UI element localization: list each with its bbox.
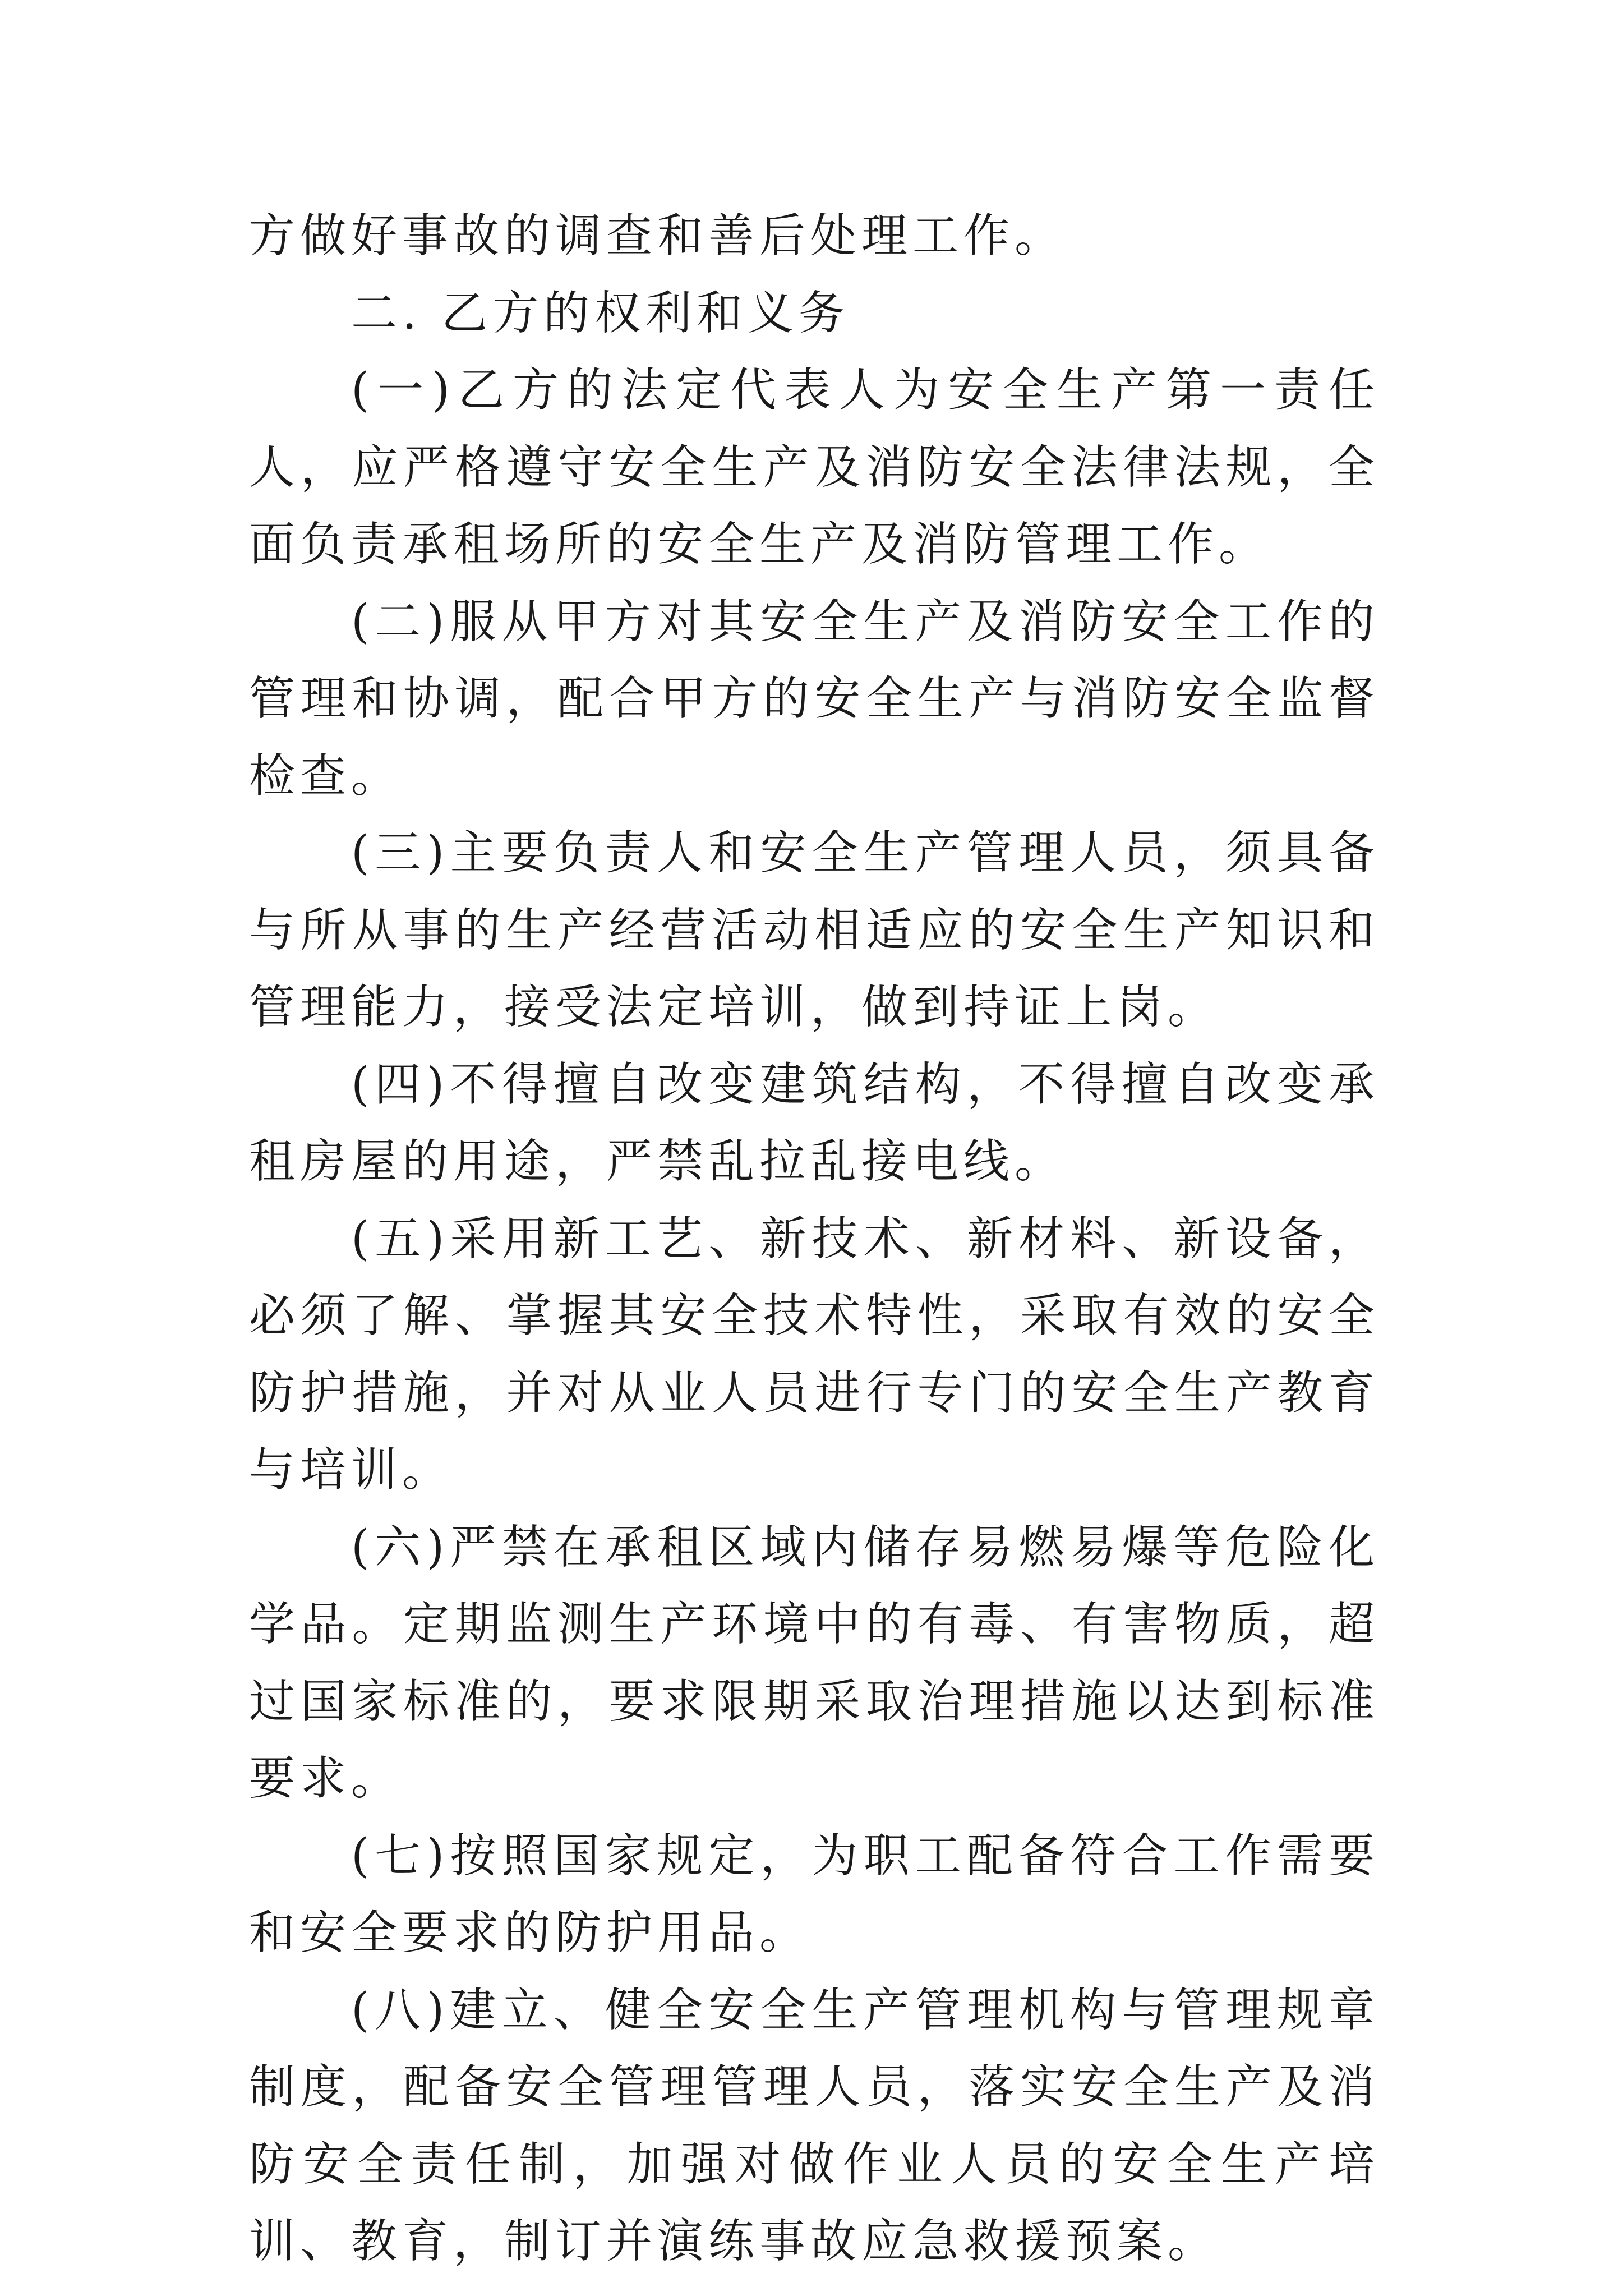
clause-5: (五)采用新工艺、新技术、新材料、新设备，必须了解、掌握其安全技术特性，采取有效的安全防护措施，并对从业人员进行专门的安全生产教育与培训。 [249, 1212, 1380, 1497]
clause-6: (六)严禁在承租区域内储存易燃易爆等危险化学品。定期监测生产环境中的有毒、有害物质，超过国家标准的，要求限期采取治理措施以达到标准要求。 [249, 1520, 1380, 1805]
paragraph-continuation: 方做好事故的调查和善后处理工作。 [249, 209, 1066, 263]
clause-7: (七)按照国家规定，为职工配备符合工作需要和安全要求的防护用品。 [249, 1829, 1380, 1959]
section-heading: 二. 乙方的权利和义务 [351, 286, 850, 340]
clause-1: (一)乙方的法定代表人为安全生产第一责任人，应严格遵守安全生产及消防安全法律法规，全面负责承租场所的安全生产及消防管理工作。 [249, 364, 1380, 571]
clause-8: (八)建立、健全安全生产管理机构与管理规章制度，配备安全管理管理人员，落实安全生产及消防安全责任制，加强对做作业人员的安全生产培训、教育，制订并演练事故应急救援预案。 [249, 1983, 1380, 2268]
clause-2: (二)服从甲方对其安全生产及消防安全工作的管理和协调，配合甲方的安全生产与消防安全监督检查。 [249, 595, 1380, 803]
document-body [249, 197, 1380, 2280]
clause-3: (三)主要负责人和安全生产管理人员，须具备与所从事的生产经营活动相适应的安全生产知识和管理能力，接受法定培训，做到持证上岗。 [249, 826, 1380, 1034]
clause-4: (四)不得擅自改变建筑结构，不得擅自改变承租房屋的用途，严禁乱拉乱接电线。 [249, 1057, 1380, 1188]
